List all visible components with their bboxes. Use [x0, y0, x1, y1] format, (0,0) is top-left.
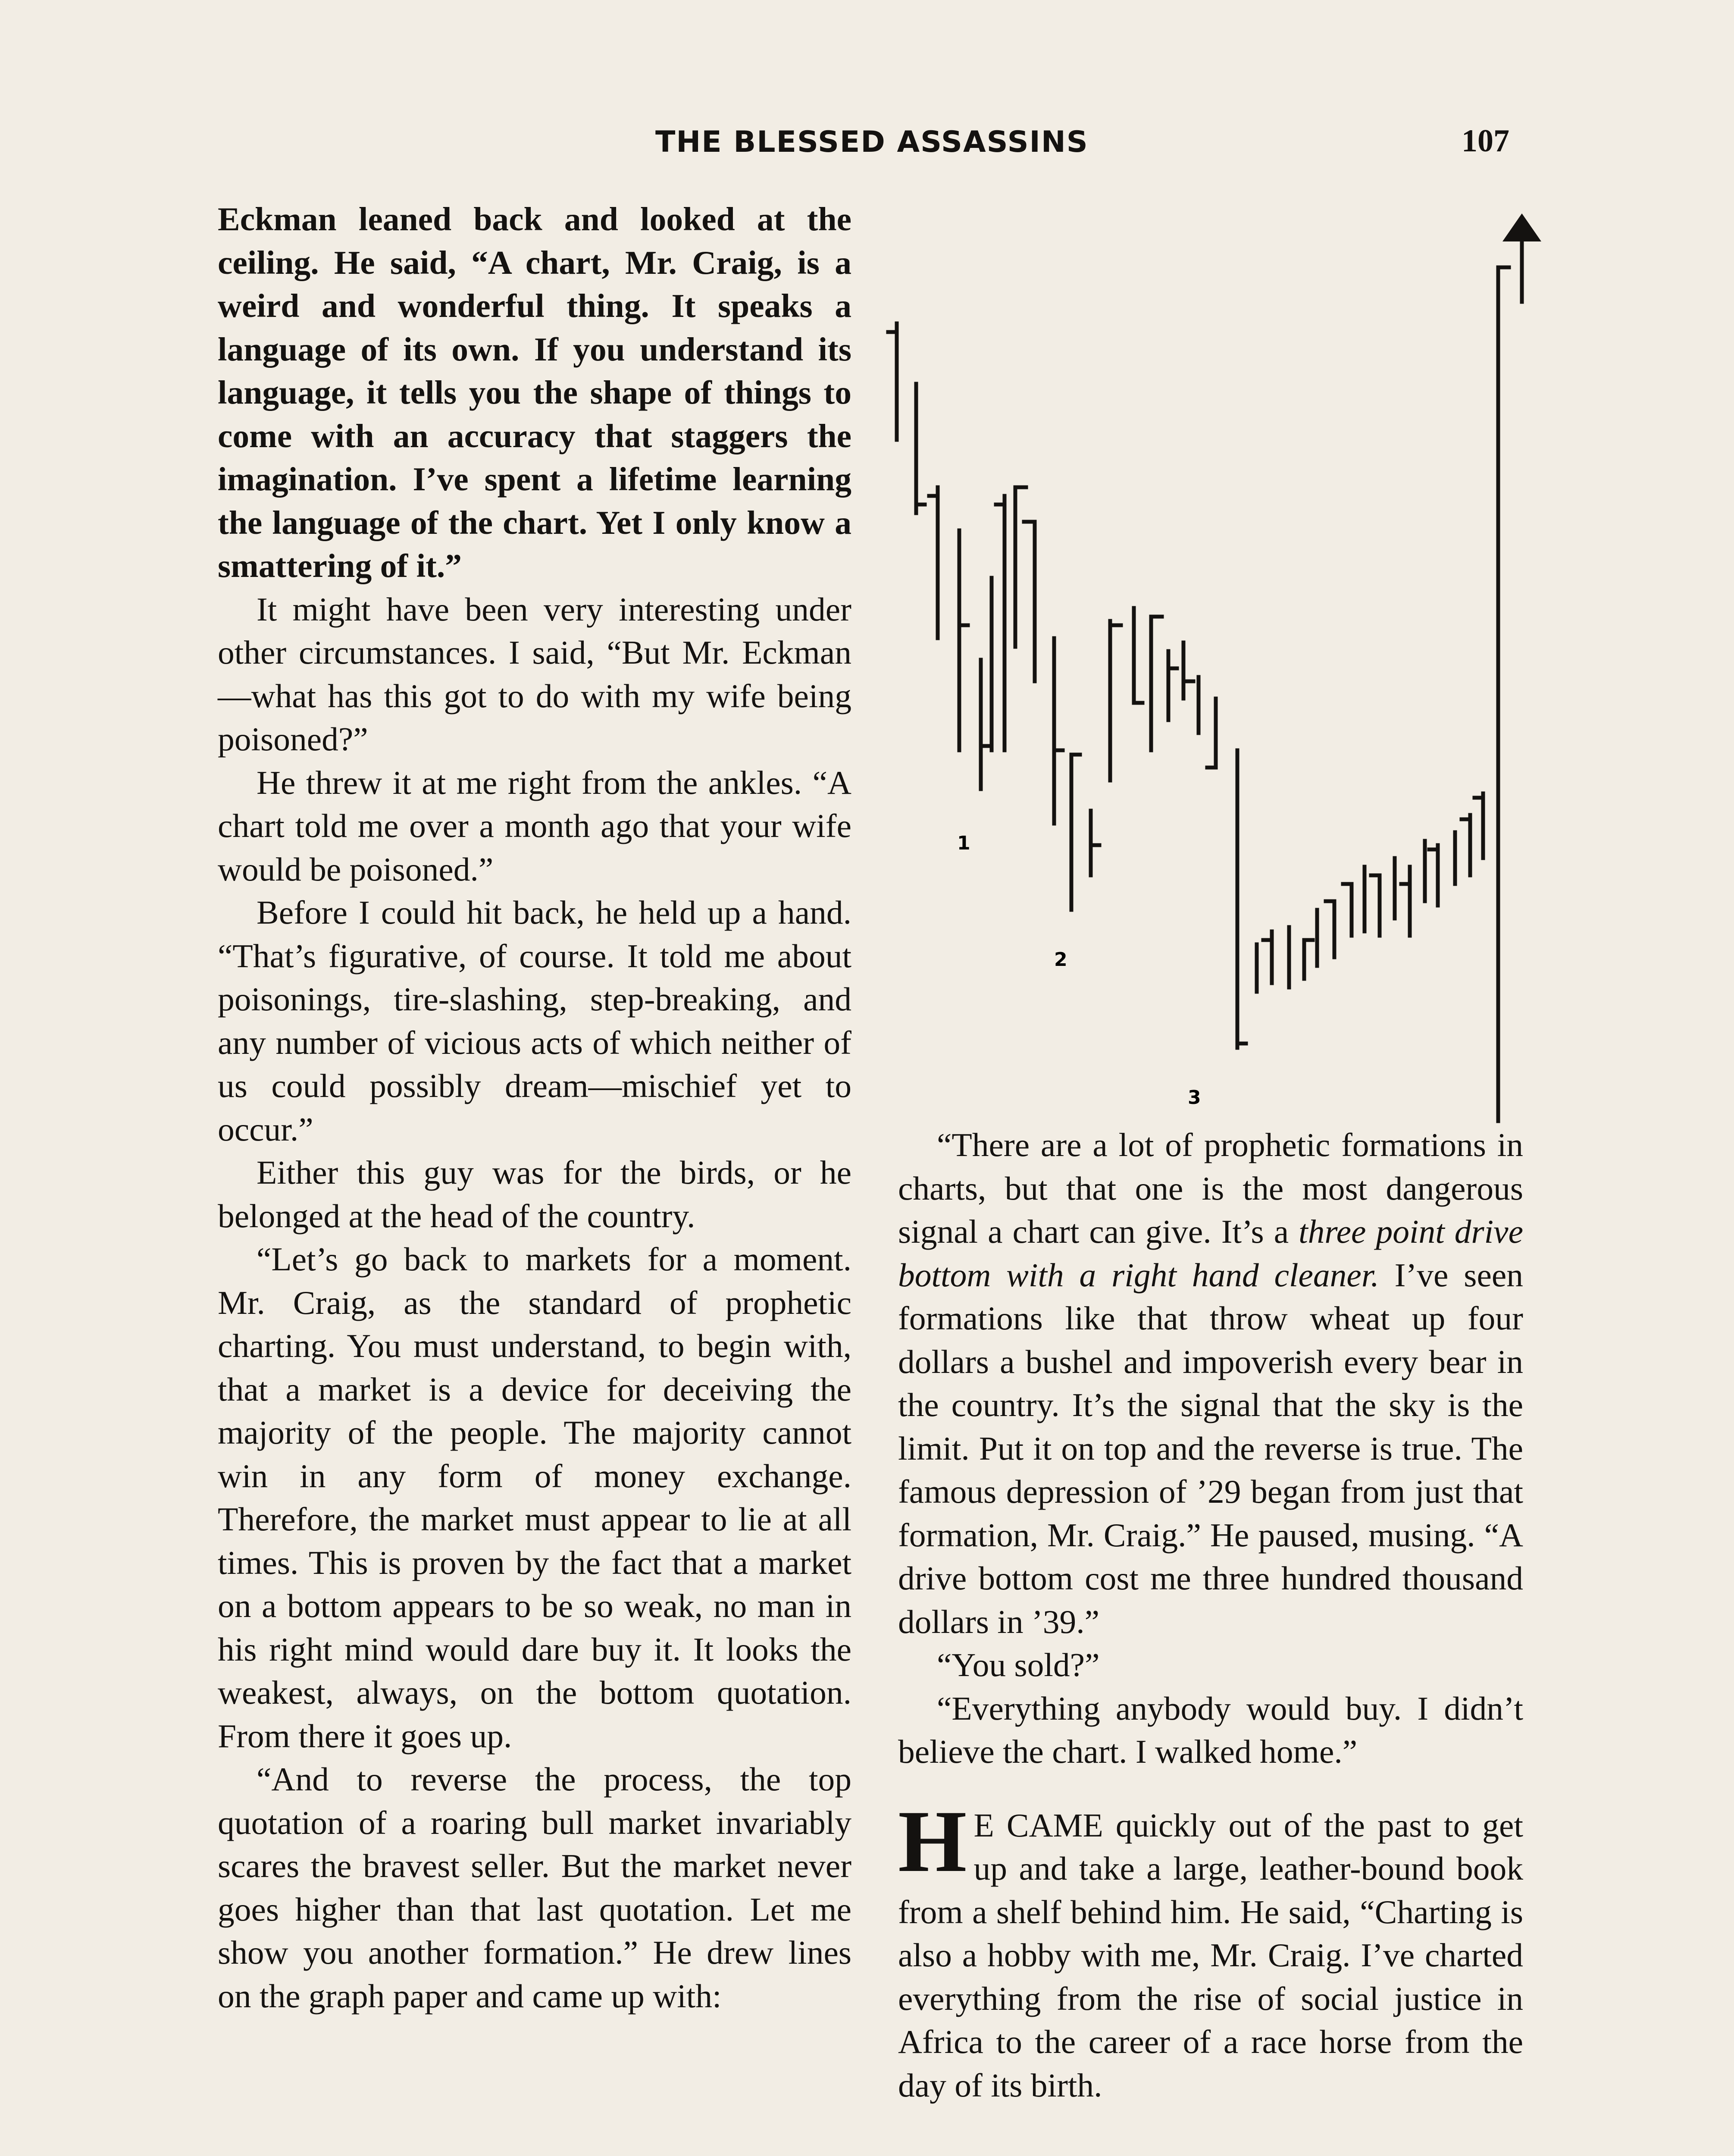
paragraph: “Let’s go back to markets for a moment. Mr. Craig, as the standard of prophetic charting. You must understand, to begin with, that a market is a device for deceiving the majority of the people. The majority cannot win in any form of money exchange. Therefore, the market must appear to lie at all times. This is proven by the fact that a market on a bottom appears to be so weak, no man in his right mind would dare buy it. It looks the weakest, always, on the bottom quotation. From there it goes up. [218, 1241, 851, 1755]
paragraph [898, 1123, 1523, 1643]
text-run: E CAME quickly out of the past to get up and take a large, leather-bound book from a shelf behind him. He said, “Charting is also a hobby with me, Mr. Craig. I’ve charted everything from the rise of social justice in Africa to the career of a race horse from the day of its birth. [898, 1806, 1523, 2104]
paragraph: It might have been very interesting under other circumstances. I said, “But Mr. Eckman—what has this got to do with my wife being poisoned?” [218, 590, 851, 758]
paragraph: “And to reverse the process, the top quotation of a roaring bull market invariably scares the bravest seller. But the market never goes higher than that last quotation. Let me show you another formation.” He drew lines on the graph paper and came up with: [218, 1761, 851, 2015]
paragraph: Eckman leaned back and looked at the ceiling. He said, “A chart, Mr. Craig, is a weird and wonderful thing. It speaks a language of its own. If you understand its language, it tells you the shape of things to come with an accuracy that staggers the imagination. I’ve spent a lifetime learning the language of the chart. Yet I only know a smattering of it.” [218, 201, 851, 584]
paragraph: “You sold?” [937, 1646, 1100, 1683]
page-number: 107 [1462, 123, 1509, 159]
paragraph: “Everything anybody would buy. I didn’t believe the chart. I walked home.” [898, 1689, 1523, 1770]
paragraph: Either this guy was for the birds, or he belonged at the head of the country. [218, 1154, 851, 1235]
paragraph [898, 1792, 1523, 2107]
running-header: THE BLESSED ASSASSINS [655, 125, 1089, 159]
up-arrow-icon [1502, 213, 1541, 241]
paragraph: Before I could hit back, he held up a hand. “That’s figurative, of course. It told me about poisonings, tire-slashing, step-breaking, and any number of vicious acts of which neither of us could possibly dream—mischief yet to occur.” [218, 894, 851, 1148]
paragraph: He threw it at me right from the ankles. “A chart told me over a month ago that your wife would be poisoned.” [218, 764, 851, 888]
right-column [898, 1123, 1523, 2107]
text-run: I’ve seen formations like that throw wheat up four dollars a bushel and impoverish every bear in the country. It’s the signal that the sky is the limit. Put it on top and the reverse is true. The famous depression of ’29 began from just that formation, Mr. Craig.” He paused, musing. “A drive bottom cost me three hundred thousand dollars in ’39.” [898, 1256, 1523, 1640]
point-label: 2 [1054, 949, 1067, 971]
italic-phrase: three point drive bottom with a right hand cleaner. [898, 1213, 1523, 1294]
point-label: 3 [1188, 1087, 1201, 1109]
text-run: “There are a lot of prophetic formations in charts, but that one is the most dangerous signal a chart can give. It’s a [898, 1126, 1523, 1250]
left-column [218, 197, 851, 2018]
point-label: 1 [957, 832, 970, 854]
drop-cap: H [898, 1792, 967, 1890]
bar-chart-illustration [875, 194, 1548, 1130]
